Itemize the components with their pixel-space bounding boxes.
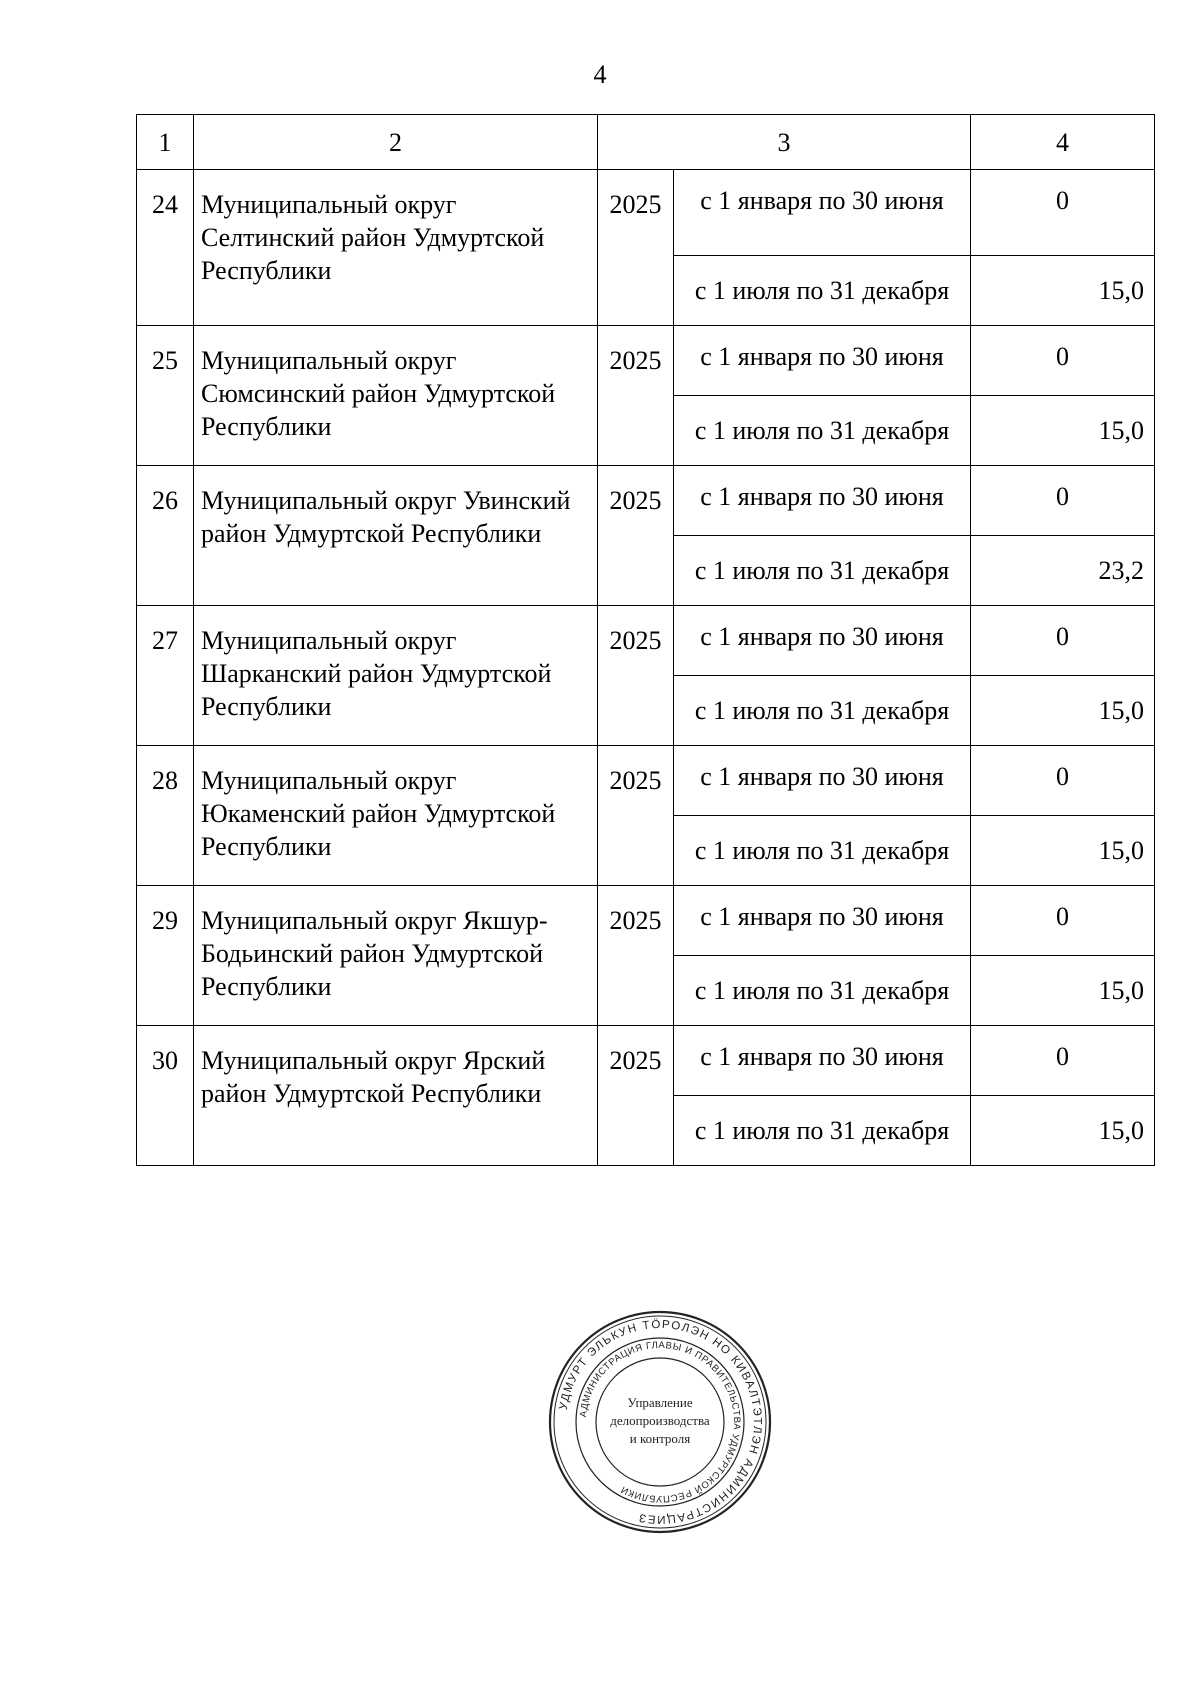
value-first-half: 0	[971, 886, 1155, 956]
year-cell: 2025	[598, 326, 674, 466]
value-second-half: 15,0	[971, 956, 1155, 1026]
municipality-name: Муниципальный округ Шарканский район Удмуртской Республики	[194, 606, 598, 746]
table-row	[137, 746, 1155, 816]
table-row	[137, 886, 1155, 956]
page-number: 4	[593, 60, 607, 89]
period-first-half: с 1 января по 30 июня	[674, 886, 971, 956]
table-row	[137, 606, 1155, 676]
value-second-half: 15,0	[971, 256, 1155, 326]
year-cell: 2025	[598, 746, 674, 886]
municipality-name: Муниципальный округ Якшур-Бодьинский район Удмуртской Республики	[194, 886, 598, 1026]
value-first-half: 0	[971, 326, 1155, 396]
row-number: 30	[137, 1026, 194, 1166]
municipality-name: Муниципальный округ Увинский район Удмуртской Республики	[194, 466, 598, 606]
value-second-half: 15,0	[971, 396, 1155, 466]
table-row	[137, 170, 1155, 256]
value-second-half: 23,2	[971, 536, 1155, 606]
period-second-half: с 1 июля по 31 декабря	[674, 396, 971, 466]
row-number: 24	[137, 170, 194, 326]
period-first-half: с 1 января по 30 июня	[674, 326, 971, 396]
municipality-name: Муниципальный округ Юкаменский район Удмуртской Республики	[194, 746, 598, 886]
value-second-half: 15,0	[971, 1096, 1155, 1166]
row-number: 26	[137, 466, 194, 606]
value-first-half: 0	[971, 170, 1155, 256]
official-seal	[545, 1307, 775, 1537]
value-first-half: 0	[971, 606, 1155, 676]
period-second-half: с 1 июля по 31 декабря	[674, 816, 971, 886]
value-first-half: 0	[971, 466, 1155, 536]
period-second-half: с 1 июля по 31 декабря	[674, 956, 971, 1026]
period-first-half: с 1 января по 30 июня	[674, 746, 971, 816]
table-header-row	[137, 115, 1155, 170]
year-cell: 2025	[598, 1026, 674, 1166]
svg-text:Управление: Управление	[627, 1395, 693, 1410]
svg-text:АДМИНИСТРАЦИЯ ГЛАВЫ И ПРАВИТЕЛ: АДМИНИСТРАЦИЯ ГЛАВЫ И ПРАВИТЕЛЬСТВА УДМУРТСКОЙ РЕСПУБЛИКИ	[578, 1339, 743, 1505]
value-second-half: 15,0	[971, 816, 1155, 886]
period-first-half: с 1 января по 30 июня	[674, 170, 971, 256]
table-row	[137, 1026, 1155, 1096]
svg-text:делопроизводства: делопроизводства	[610, 1413, 710, 1428]
row-number: 29	[137, 886, 194, 1026]
period-second-half: с 1 июля по 31 декабря	[674, 536, 971, 606]
header-cell: 4	[971, 115, 1155, 170]
municipality-name: Муниципальный округ Селтинский район Удмуртской Республики	[194, 170, 598, 326]
municipality-name: Муниципальный округ Ярский район Удмуртской Республики	[194, 1026, 598, 1166]
row-number: 25	[137, 326, 194, 466]
table-row	[137, 466, 1155, 536]
period-first-half: с 1 января по 30 июня	[674, 1026, 971, 1096]
header-cell: 1	[137, 115, 194, 170]
year-cell: 2025	[598, 886, 674, 1026]
period-second-half: с 1 июля по 31 декабря	[674, 676, 971, 746]
value-second-half: 15,0	[971, 676, 1155, 746]
svg-text:и контроля: и контроля	[629, 1431, 691, 1446]
municipality-name: Муниципальный округ Сюмсинский район Удмуртской Республики	[194, 326, 598, 466]
value-first-half: 0	[971, 1026, 1155, 1096]
period-first-half: с 1 января по 30 июня	[674, 606, 971, 676]
period-second-half: с 1 июля по 31 декабря	[674, 1096, 971, 1166]
tariff-table	[136, 114, 1155, 1166]
year-cell: 2025	[598, 606, 674, 746]
period-second-half: с 1 июля по 31 декабря	[674, 256, 971, 326]
value-first-half: 0	[971, 746, 1155, 816]
year-cell: 2025	[598, 170, 674, 326]
year-cell: 2025	[598, 466, 674, 606]
period-first-half: с 1 января по 30 июня	[674, 466, 971, 536]
row-number: 28	[137, 746, 194, 886]
header-cell: 2	[194, 115, 598, 170]
svg-text:УДМУРТ ЭЛЬКУН ТӦРОЛЭН НО КИВАЛ: УДМУРТ ЭЛЬКУН ТӦРОЛЭН НО КИВАЛТЭТЛЭН АДМИНИСТРАЦИЕЗ	[557, 1318, 764, 1526]
table-row	[137, 326, 1155, 396]
row-number: 27	[137, 606, 194, 746]
header-cell: 3	[598, 115, 971, 170]
